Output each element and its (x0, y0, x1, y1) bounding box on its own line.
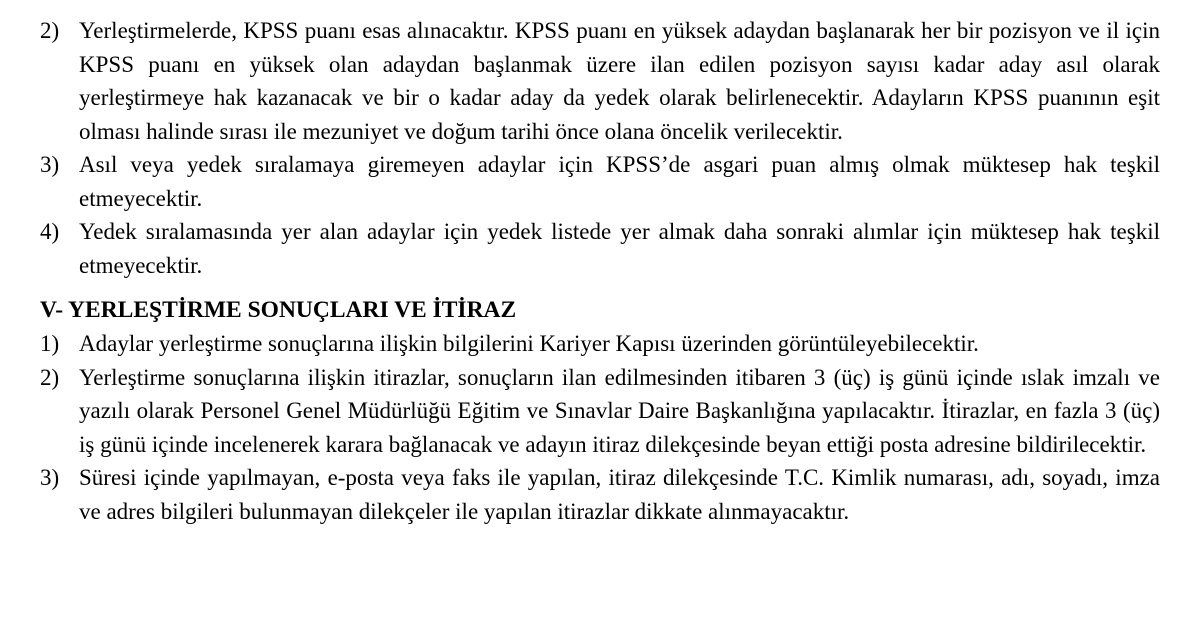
list-item-number: 2) (40, 364, 60, 390)
list-item-number: 1) (40, 331, 60, 356)
list-item-prev-3 (40, 148, 1160, 215)
list-item-v-1 (40, 327, 1160, 361)
list-item-text: Yerleştirmelerde, KPSS puanı esas alınacaktır. KPSS puanı en yüksek adaydan başlanarak her bir pozisyon ve il için KPSS puanı en yüksek olan adaydan başlanmak üzere ilan edilen pozisyon sayısı kadar aday asıl olarak yerleştirmeye hak kazanacak ve bir o kadar aday da yedek olarak belirlenecektir. Adayların KPSS puanının eşit olması halinde sırası ile mezuniyet ve doğum tarihi önce olana öncelik verilecektir. (79, 18, 1160, 144)
list-item-number: 3) (40, 465, 60, 490)
list-item-v-2 (40, 361, 1160, 462)
list-item-number: 3) (40, 152, 60, 177)
list-item-text: Adaylar yerleştirme sonuçlarına ilişkin bilgilerini Kariyer Kapısı üzerinden görüntüleyebilecektir. (79, 331, 979, 356)
list-item-v-3 (40, 461, 1160, 528)
list-item-number: 4) (40, 219, 60, 244)
list-item-text: Süresi içinde yapılmayan, e-posta veya faks ile yapılan, itiraz dilekçesinde T.C. Kimlik numarası, adı, soyadı, imza ve adres bilgileri bulunmayan dilekçeler ile yapılan itirazlar dikkate alınmayacaktır. (79, 465, 1160, 524)
list-item-text: Yedek sıralamasında yer alan adaylar için yedek listede yer almak daha sonraki alımlar için müktesep hak teşkil etmeyecektir. (79, 219, 1160, 278)
list-item-text: Asıl veya yedek sıralamaya giremeyen adaylar için KPSS’de asgari puan almış olmak müktesep hak teşkil etmeyecektir. (79, 152, 1160, 211)
list-item-text: Yerleştirme sonuçlarına ilişkin itirazlar, sonuçların ilan edilmesinden itibaren 3 (üç) iş günü içinde ıslak imzalı ve yazılı olarak Personel Genel Müdürlüğü Eğitim ve Sınavlar Daire Başkanlığına yapılacaktır. İtirazlar, en fazla 3 (üç) iş günü içinde incelenerek karara bağlanacak ve adayın itiraz dilekçesinde beyan ettiği posta adresine bildirilecektir. (79, 364, 1160, 457)
list-item-prev-4 (40, 215, 1160, 282)
list-item-prev-2 (40, 14, 1160, 148)
list-item-number: 2) (40, 18, 60, 43)
section-heading: V- YERLEŞTİRME SONUÇLARI VE İTİRAZ (40, 297, 517, 323)
